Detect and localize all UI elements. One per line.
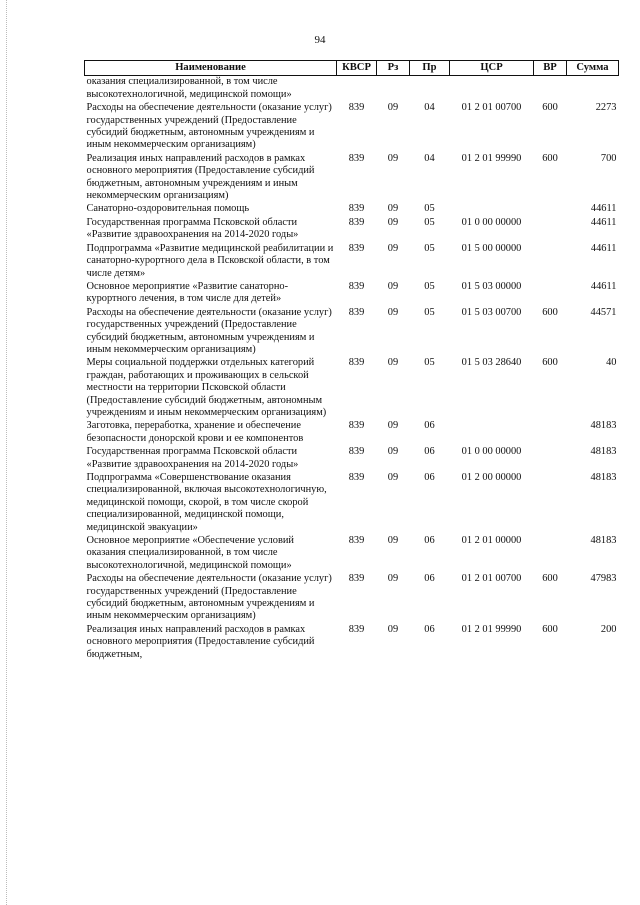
cell-csr: 01 0 00 00000	[461, 216, 522, 228]
cell-sum: 48183	[590, 535, 617, 547]
cell-kvsr	[337, 76, 377, 102]
table-row	[85, 217, 619, 243]
cell-csr: 01 5 03 00000	[461, 280, 522, 292]
cell-sum: 44611	[590, 216, 617, 228]
table-row	[85, 446, 619, 472]
cell-vr: 600	[542, 623, 558, 635]
cell-name: Реализация иных направлений расходов в рамках основного мероприятия (Предоставление субсидий бюджетным, автономным учреждениям и иным некоммерческим организациям)	[86, 152, 315, 202]
table-row	[85, 535, 619, 573]
cell-sum: 700	[600, 152, 617, 164]
cell-kvsr: 839	[348, 203, 365, 215]
cell-kvsr: 839	[348, 535, 365, 547]
cell-vr	[534, 472, 567, 535]
cell-csr: 01 0 00 00000	[461, 446, 522, 458]
cell-sum: 40	[606, 357, 617, 369]
table-row	[85, 281, 619, 307]
cell-csr: 01 5 03 28640	[461, 357, 522, 369]
cell-pr: 05	[424, 216, 435, 228]
cell-pr: 05	[424, 306, 435, 318]
cell-name: Государственная программа Псковской области «Развитие здравоохранения на 2014-2020 годы»	[86, 216, 299, 241]
cell-vr: 600	[542, 573, 558, 585]
cell-name: Расходы на обеспечение деятельности (оказание услуг) государственных учреждений (Предоставление субсидий бюджетным, автономным учреждениям и иным некоммерческим организациям)	[86, 102, 332, 151]
header-name: Наименование	[85, 61, 337, 76]
cell-csr: 01 2 01 00700	[461, 573, 522, 585]
cell-rz: 09	[387, 357, 399, 369]
cell-sum: 44571	[590, 306, 617, 318]
cell-csr: 01 2 01 00000	[461, 535, 522, 547]
cell-name: Заготовка, переработка, хранение и обеспечение безопасности донорской крови и ее компонентов	[86, 420, 304, 444]
cell-kvsr: 839	[348, 102, 365, 114]
cell-sum: 48183	[590, 420, 617, 432]
cell-csr: 01 5 03 00700	[461, 306, 522, 318]
table-row	[85, 624, 619, 662]
cell-rz: 09	[387, 573, 399, 585]
table-row	[85, 357, 619, 420]
table-row	[85, 203, 619, 216]
cell-rz: 09	[387, 102, 399, 114]
table-row	[85, 573, 619, 624]
cell-name: Реализация иных направлений расходов в рамках основного мероприятия (Предоставление субсидий бюджетным,	[86, 623, 315, 660]
cell-rz: 09	[387, 420, 399, 432]
table-row	[85, 243, 619, 281]
cell-csr: 01 2 01 99990	[461, 152, 522, 164]
cell-pr: 06	[424, 623, 435, 635]
cell-pr: 05	[424, 242, 435, 254]
table-body	[85, 76, 619, 662]
cell-vr	[534, 281, 567, 307]
table-row	[85, 153, 619, 204]
cell-csr	[450, 420, 534, 446]
cell-kvsr: 839	[348, 623, 365, 635]
cell-pr: 06	[424, 472, 435, 483]
cell-vr: 600	[542, 102, 558, 114]
cell-sum	[567, 76, 619, 102]
cell-pr: 06	[424, 535, 435, 547]
cell-sum: 48183	[590, 446, 617, 458]
cell-kvsr: 839	[348, 573, 365, 585]
header-kvsr: КВСР	[337, 61, 377, 76]
cell-sum: 44611	[590, 280, 617, 292]
cell-kvsr: 839	[348, 242, 365, 254]
header-sum: Сумма	[567, 61, 619, 76]
cell-name: Основное мероприятие «Развитие санаторно- курортного лечения, в том числе для детей»	[86, 280, 289, 305]
cell-sum: 200	[600, 623, 617, 635]
cell-kvsr: 839	[348, 152, 365, 164]
cell-name: Подпрограмма «Совершенствование оказания специализированной, включая высокотехнологичную, медицинской помощи, скорой, в том числе скорой специализированной, медицинской помощи, медицинской эвакуации»	[86, 472, 327, 533]
cell-name: Расходы на обеспечение деятельности (оказание услуг) государственных учреждений (Предоставление субсидий бюджетным, автономным учреждениям и иным некоммерческим организациям)	[86, 306, 332, 355]
cell-vr	[534, 76, 567, 102]
cell-sum: 47983	[590, 573, 617, 585]
table-row	[85, 76, 619, 102]
cell-kvsr: 839	[348, 280, 365, 292]
cell-kvsr: 839	[348, 357, 365, 369]
cell-rz: 09	[387, 242, 399, 254]
cell-rz: 09	[387, 203, 399, 215]
cell-pr: 05	[424, 203, 435, 215]
cell-pr: 05	[424, 280, 435, 292]
cell-csr: 01 2 01 00700	[461, 102, 522, 114]
cell-csr	[450, 76, 534, 102]
cell-rz: 09	[387, 216, 399, 228]
cell-kvsr: 839	[348, 306, 365, 318]
cell-sum: 2273	[595, 102, 617, 114]
cell-csr: 01 2 01 99990	[461, 623, 522, 635]
cell-name: Меры социальной поддержки отдельных категорий граждан, работающих и проживающих в сельской местности на территории Псковской области (Предоставление субсидий бюджетным, автономным учреждениям и иным некоммерческим организациям)	[86, 357, 327, 418]
cell-pr: 05	[424, 357, 435, 369]
cell-sum: 44611	[590, 242, 617, 254]
page-number: 94	[314, 34, 326, 46]
table-header-row	[85, 61, 619, 76]
cell-rz: 09	[387, 152, 399, 164]
table-row	[85, 102, 619, 153]
cell-kvsr: 839	[348, 216, 365, 228]
cell-vr	[534, 217, 567, 243]
cell-name: Расходы на обеспечение деятельности (оказание услуг) государственных учреждений (Предоставление субсидий бюджетным, автономным учреждениям и иным некоммерческим организациям)	[86, 573, 332, 622]
table-row	[85, 420, 619, 446]
cell-pr: 06	[424, 573, 435, 585]
page-edge-line	[6, 0, 7, 905]
cell-rz: 09	[387, 280, 399, 292]
cell-name: оказания специализированной, в том числе высокотехнологичной, медицинской помощи»	[86, 76, 292, 100]
cell-pr: 04	[424, 152, 435, 164]
cell-name: Государственная программа Псковской области «Развитие здравоохранения на 2014-2020 годы»	[86, 446, 299, 470]
header-rz: Рз	[377, 61, 410, 76]
cell-vr: 600	[542, 306, 558, 318]
cell-vr	[534, 535, 567, 573]
cell-vr	[534, 243, 567, 281]
cell-rz: 09	[387, 446, 399, 458]
cell-rz	[377, 76, 410, 102]
cell-name: Основное мероприятие «Обеспечение условий оказания специализированной, в том числе высокотехнологичной, медицинской помощи»	[86, 535, 294, 571]
cell-rz: 09	[387, 306, 399, 318]
cell-rz: 09	[387, 623, 399, 635]
cell-vr	[534, 446, 567, 472]
cell-rz: 09	[387, 472, 399, 483]
header-vr: ВР	[534, 61, 567, 76]
budget-table	[84, 60, 619, 662]
cell-vr: 600	[542, 357, 558, 369]
cell-pr: 06	[424, 420, 435, 432]
cell-name: Санаторно-оздоровительная помощь	[86, 203, 250, 215]
cell-csr	[450, 203, 534, 216]
header-csr: ЦСР	[450, 61, 534, 76]
cell-vr: 600	[542, 152, 558, 164]
cell-rz: 09	[387, 535, 399, 547]
cell-pr: 04	[424, 102, 435, 114]
header-pr: Пр	[410, 61, 450, 76]
cell-csr: 01 5 00 00000	[461, 242, 522, 254]
cell-kvsr: 839	[348, 472, 365, 483]
cell-kvsr: 839	[348, 446, 365, 458]
cell-sum: 44611	[590, 203, 617, 215]
cell-vr	[534, 420, 567, 446]
cell-csr: 01 2 00 00000	[461, 472, 522, 483]
cell-name: Подпрограмма «Развитие медицинской реабилитации и санаторно-курортного дела в Псковской области, в том числе детям»	[86, 242, 334, 279]
cell-pr: 06	[424, 446, 435, 458]
cell-pr	[410, 76, 450, 102]
cell-vr	[534, 203, 567, 216]
cell-sum: 48183	[590, 472, 617, 483]
cell-kvsr: 839	[348, 420, 365, 432]
table-row	[85, 307, 619, 358]
table-row	[85, 472, 619, 535]
